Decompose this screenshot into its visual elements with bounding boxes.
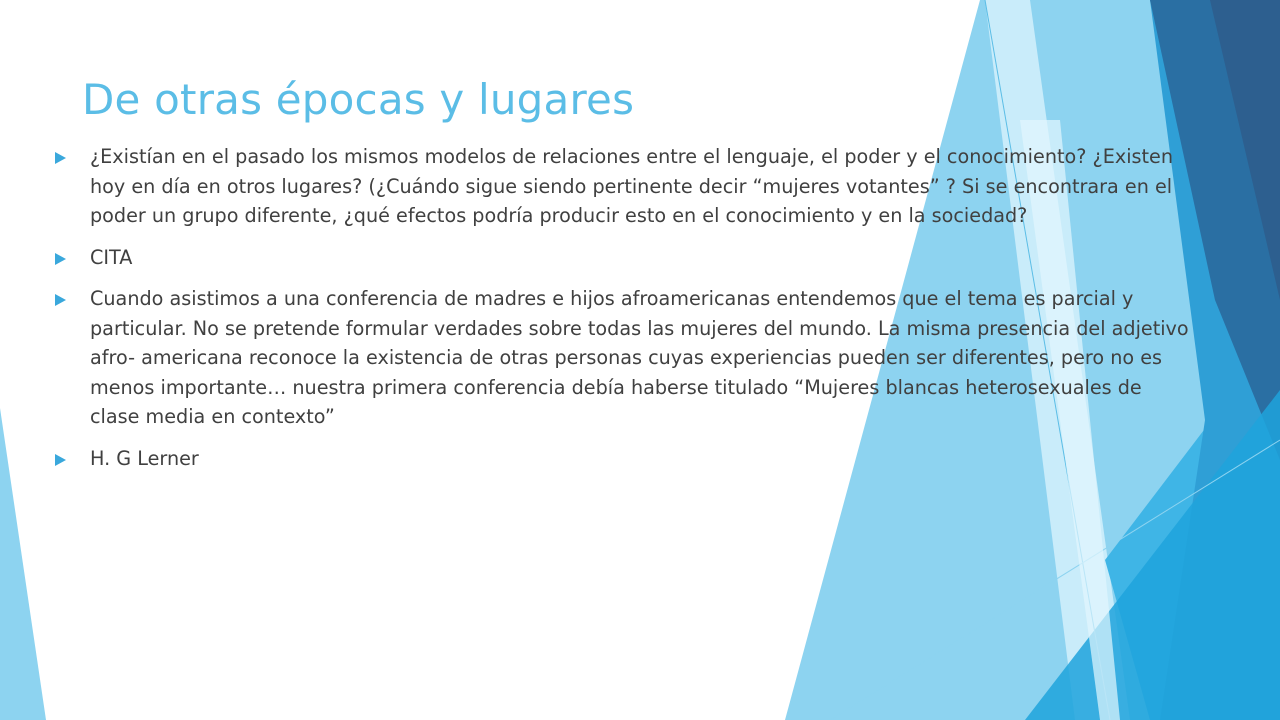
arrow-bullet-icon [55, 294, 66, 306]
bullet-text: H. G Lerner [90, 446, 199, 470]
bullet-text: Cuando asistimos a una conferencia de madres e hijos afroamericanas entendemos que el tema es parcial y particular. No se pretende formular verdades sobre todas las mujeres del mundo. La misma presencia del adjetivo afro- americana reconoce la existencia de otras personas cuyas experiencias pueden ser diferentes, pero no es menos importante… nuestra primera conferencia debía haberse titulado “Mujeres blancas heterosexuales de clase media en contexto” [90, 287, 1189, 428]
left-wedge-shape [0, 408, 46, 720]
bullet-item [55, 444, 1195, 474]
bullet-item [55, 243, 1195, 273]
bullet-text: ¿Existían en el pasado los mismos modelos de relaciones entre el lenguaje, el poder y el conocimiento? ¿Existen hoy en día en otros lugares? (¿Cuándo sigue siendo pertinente decir “mujeres votantes” ? Si se encontrara en el poder un grupo diferente, ¿qué efectos podría producir esto en el conocimiento y en la sociedad? [90, 145, 1174, 227]
bullet-text: CITA [90, 245, 133, 269]
arrow-bullet-icon [55, 253, 66, 265]
arrow-bullet-icon [55, 152, 66, 164]
arrow-bullet-icon [55, 454, 66, 466]
slide-title: De otras épocas y lugares [82, 75, 635, 124]
bullet-item [55, 284, 1195, 432]
bullet-list [55, 142, 1195, 485]
bullet-item [55, 142, 1195, 231]
